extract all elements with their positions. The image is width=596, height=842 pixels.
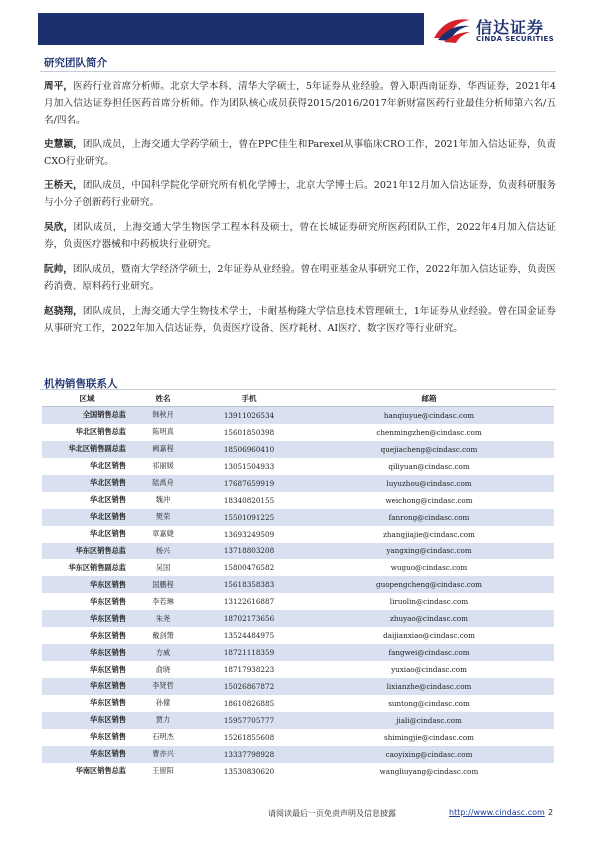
email-cell[interactable]: caoyixing@cindasc.com [304, 746, 554, 763]
mobile-cell: 13718803208 [194, 543, 304, 560]
region-cell: 华东区销售 [42, 678, 132, 695]
email-cell[interactable]: zhangjiajie@cindasc.com [383, 529, 475, 539]
table-header-row [42, 390, 554, 407]
region-cell: 华东区销售 [90, 596, 126, 606]
email-cell[interactable]: lixianzhe@cindasc.com [304, 678, 554, 695]
mobile-cell: 18717938223 [223, 665, 275, 675]
email-cell[interactable]: jiali@cindasc.com [304, 712, 554, 729]
email-cell[interactable]: chenmingzhen@cindasc.com [376, 427, 482, 437]
email-cell[interactable]: liruolin@cindasc.com [389, 597, 469, 607]
name-cell: 祁丽媛 [152, 461, 174, 471]
email-cell[interactable]: wangliuyang@cindasc.com [379, 766, 479, 776]
column-header: 邮箱 [304, 390, 554, 407]
mobile-cell: 13051504933 [223, 461, 275, 471]
region-cell: 华北区销售 [90, 529, 126, 539]
table-row [42, 509, 554, 526]
name-cell: 国鹏程 [132, 576, 194, 593]
member-description: 医药行业首席分析师。北京大学本科、清华大学硕士，5年证券从业经验。曾入职西南证券、华西证券，2021年4月加入信达证券担任医药首席分析师。作为团队核心成员获得2015/2016/2017年新财富医药行业最佳分析师第六名/五名/四名。 [44, 81, 556, 126]
name-cell: 李若琳 [152, 596, 174, 606]
member-bio [44, 177, 556, 211]
region-cell: 华南区销售总监 [75, 766, 126, 776]
region-cell: 华北区销售 [90, 495, 126, 505]
table-row [42, 644, 554, 661]
section-divider [40, 71, 556, 72]
region-cell: 华东区销售总监 [42, 543, 132, 560]
name-cell: 阙嘉程 [132, 441, 194, 458]
region-cell: 全国销售总监 [42, 407, 132, 424]
name-cell: 戴剑箫 [152, 630, 174, 640]
mobile-cell: 15501091225 [194, 509, 304, 526]
email-cell[interactable]: shimingjie@cindasc.com [384, 732, 474, 742]
table-row [42, 492, 554, 509]
mobile-cell: 13122616887 [223, 597, 275, 607]
email-cell[interactable]: qiliyuan@cindasc.com [388, 461, 470, 471]
name-cell: 樊荣 [132, 509, 194, 526]
table-row [42, 559, 554, 576]
email-cell[interactable]: daijianxiao@cindasc.com [383, 631, 475, 641]
logo-english-name: CINDA SECURITIES [476, 35, 554, 43]
name-cell: 方威 [132, 644, 194, 661]
member-description: 团队成员，暨南大学经济学硕士，2年证券从业经验。曾在明亚基金从事研究工作，2022年加入信达证券，负责医药消费、原料药行业研究。 [44, 264, 556, 292]
member-bio [44, 78, 556, 129]
table-row [42, 695, 554, 712]
region-cell: 华东区销售 [42, 644, 132, 661]
mobile-cell: 13693249509 [223, 529, 275, 539]
member-description: 团队成员，中国科学院化学研究所有机化学博士，北京大学博士后。2021年12月加入信达证券，负责科研服务与小分子创新药行业研究。 [44, 180, 557, 208]
member-name: 阮帅， [44, 264, 73, 275]
member-name: 史慧颖， [44, 139, 83, 150]
table-row [42, 424, 554, 441]
mobile-cell: 15957705777 [194, 712, 304, 729]
table-row [42, 576, 554, 593]
region-cell: 华东区销售 [90, 664, 126, 674]
email-cell[interactable]: suntong@cindasc.com [388, 698, 470, 708]
mobile-cell: 13911026534 [194, 407, 304, 424]
region-cell: 华东区销售副总监 [68, 562, 126, 572]
member-bio [44, 303, 556, 337]
mobile-cell: 15261855608 [223, 732, 275, 742]
table-row [42, 661, 554, 678]
email-cell[interactable]: fangwei@cindasc.com [304, 644, 554, 661]
region-cell: 华北区销售总监 [75, 427, 126, 437]
member-bio [44, 219, 556, 253]
mobile-cell: 15601850398 [223, 427, 275, 437]
mobile-cell: 13337798928 [194, 746, 304, 763]
mobile-cell: 18610826885 [223, 698, 275, 708]
column-header: 姓名 [132, 390, 194, 407]
footer-website-link[interactable]: http://www.cindasc.com [449, 808, 545, 817]
member-bio [44, 261, 556, 295]
region-cell: 华东区销售 [90, 698, 126, 708]
member-description: 团队成员，上海交通大学生物技术学士，卡耐基梅隆大学信息技术管理硕士，1年证券从业经验。曾在国金证券从事研究工作，2022年加入信达证券，负责医疗设备、医疗耗材、AI医疗、数字医疗等行业研究。 [44, 306, 557, 334]
name-cell: 章嘉婕 [152, 529, 174, 539]
mobile-cell: 15618358383 [194, 576, 304, 593]
member-description: 团队成员，上海交通大学药学硕士，曾在PPC佳生和Parexel从事临床CRO工作，2021年加入信达证券，负责CXO行业研究。 [44, 139, 556, 167]
email-cell[interactable]: zhuyao@cindasc.com [304, 610, 554, 627]
table-row [42, 475, 554, 492]
mobile-cell: 18506960410 [194, 441, 304, 458]
email-cell[interactable]: guopengcheng@cindasc.com [304, 576, 554, 593]
table-row [42, 593, 554, 610]
mobile-cell: 18721118359 [194, 644, 304, 661]
region-cell: 华北区销售 [42, 509, 132, 526]
name-cell: 陈明真 [152, 427, 174, 437]
region-cell: 华东区销售 [90, 630, 126, 640]
table-row [42, 543, 554, 560]
name-cell: 杨兴 [132, 543, 194, 560]
sales-contacts-table [42, 390, 554, 780]
logo-chinese-name: 信达证券 [476, 18, 545, 37]
region-cell: 华北区销售 [90, 461, 126, 471]
name-cell: 孙僮 [155, 698, 171, 708]
sales-contacts-title: 机构销售联系人 [44, 378, 118, 390]
name-cell: 魏冲 [155, 495, 171, 505]
name-cell: 曹亦兴 [132, 746, 194, 763]
name-cell: 韩秋月 [132, 407, 194, 424]
mobile-cell: 13530830620 [223, 766, 275, 776]
name-cell: 李贤哲 [132, 678, 194, 695]
footer-disclaimer: 请阅读最后一页免责声明及信息披露 [268, 809, 396, 818]
name-cell: 吴国 [155, 562, 171, 572]
email-cell[interactable]: hanqiuyue@cindasc.com [304, 407, 554, 424]
table-row [42, 678, 554, 695]
email-cell[interactable]: yuxiao@cindasc.com [391, 665, 467, 675]
region-cell: 华东区销售 [42, 610, 132, 627]
email-cell[interactable]: fanrong@cindasc.com [304, 509, 554, 526]
mobile-cell: 15800476582 [223, 563, 275, 573]
region-cell: 华东区销售 [42, 576, 132, 593]
table-row [42, 610, 554, 627]
member-name: 吴欣， [44, 222, 74, 233]
mobile-cell: 18702173656 [194, 610, 304, 627]
table-row [42, 627, 554, 644]
email-cell[interactable]: quejiacheng@cindasc.com [304, 441, 554, 458]
table-row [42, 526, 554, 543]
region-cell: 华东区销售 [42, 712, 132, 729]
column-header: 手机 [194, 390, 304, 407]
member-description: 团队成员，上海交通大学生物医学工程本科及硕士，曾在长城证券研究所医药团队工作，2022年4月加入信达证券，负责医疗器械和中药板块行业研究。 [44, 222, 556, 250]
region-cell: 华东区销售 [42, 746, 132, 763]
cinda-logo-icon [432, 14, 472, 44]
mobile-cell: 13524484975 [223, 631, 275, 641]
email-cell[interactable]: weichong@cindasc.com [385, 495, 473, 505]
member-name: 赵骁翔， [44, 306, 83, 317]
region-cell: 华东区销售 [90, 732, 126, 742]
page-number: 2 [548, 808, 554, 817]
name-cell: 俞晓 [155, 664, 171, 674]
mobile-cell: 18340820155 [223, 495, 275, 505]
header-bar [38, 13, 424, 45]
name-cell: 陆禹舟 [132, 475, 194, 492]
table-row [42, 407, 554, 424]
column-header: 区域 [42, 390, 132, 407]
table-row [42, 729, 554, 746]
table-row [42, 763, 554, 780]
name-cell: 朱尧 [132, 610, 194, 627]
member-bio [44, 136, 556, 170]
member-name: 周平， [44, 81, 74, 92]
table-row [42, 712, 554, 729]
table-row [42, 746, 554, 763]
member-name: 王桥天， [44, 180, 83, 191]
email-cell[interactable]: wuguo@cindasc.com [390, 563, 468, 573]
name-cell: 贾力 [132, 712, 194, 729]
cinda-logo [432, 12, 582, 46]
name-cell: 王留阳 [152, 766, 174, 776]
email-cell[interactable]: yangxing@cindasc.com [304, 543, 554, 560]
table-row [42, 458, 554, 475]
region-cell: 华北区销售 [42, 475, 132, 492]
email-cell[interactable]: luyuzhou@cindasc.com [304, 475, 554, 492]
research-team-title: 研究团队简介 [44, 57, 107, 69]
table-row [42, 441, 554, 458]
mobile-cell: 15026867872 [194, 678, 304, 695]
name-cell: 石明杰 [152, 732, 174, 742]
mobile-cell: 17687659919 [194, 475, 304, 492]
region-cell: 华北区销售副总监 [42, 441, 132, 458]
